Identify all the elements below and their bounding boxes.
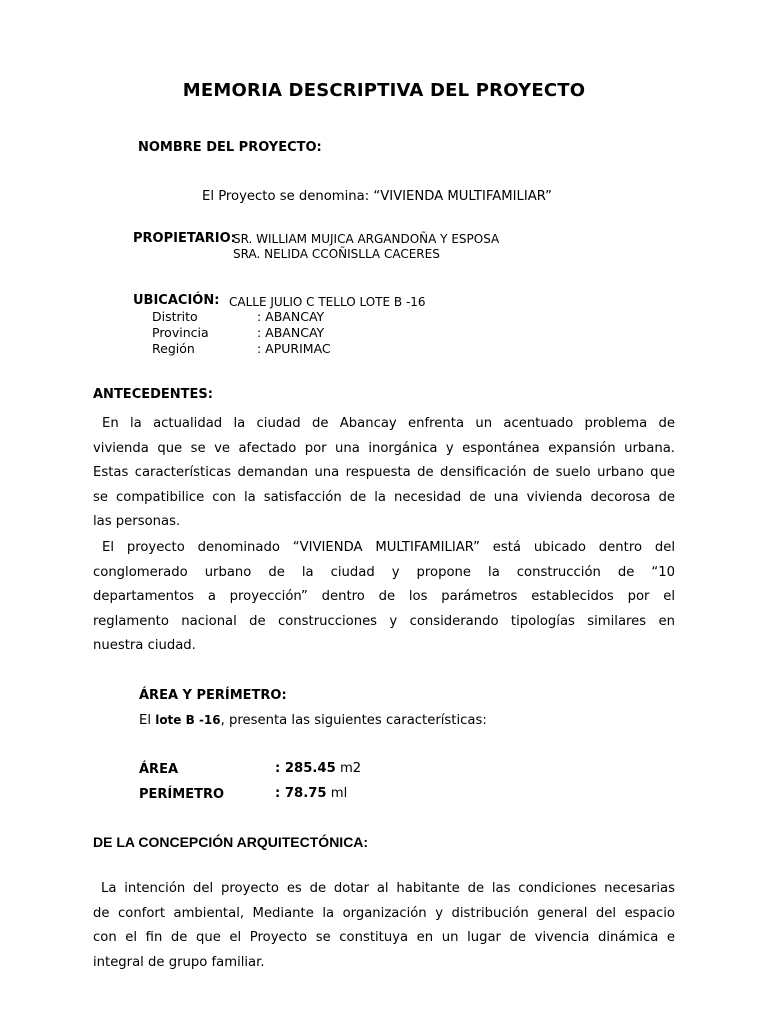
project-name-label: NOMBRE DEL PROYECTO: xyxy=(138,140,322,155)
paragraph-line: las personas. xyxy=(93,514,181,529)
paragraph-line: La intención del proyecto es de dotar al habitante de las condiciones necesarias xyxy=(101,881,675,896)
project-name-sentence: El Proyecto se denomina: “VIVIENDA MULTIFAMILIAR” xyxy=(202,189,552,204)
paragraph-line: de confort ambiental, Mediante la organización y distribución general del espacio xyxy=(93,905,675,921)
paragraph-line: integral de grupo familiar. xyxy=(93,954,265,970)
area-perimeter-heading: ÁREA Y PERÍMETRO: xyxy=(139,688,287,703)
document-title: MEMORIA DESCRIPTIVA DEL PROYECTO xyxy=(182,80,586,101)
area-unit: m2 xyxy=(335,761,362,776)
paragraph-line: con el fin de que el Proyecto se constituya en un lugar de vivencia dinámica e xyxy=(93,930,675,945)
perimeter-value: 78.75 xyxy=(284,786,327,801)
lot-id: lote B -16 xyxy=(155,713,221,727)
lot-intro-suffix: , presenta las siguientes características: xyxy=(220,713,487,728)
background-heading: ANTECEDENTES: xyxy=(93,387,213,402)
paragraph-line: Estas características demandan una respuesta de densificación de suelo urbano que xyxy=(93,465,675,480)
owner-line-2: SRA. NELIDA CCOÑISLLA CACERES xyxy=(233,247,440,261)
paragraph-line: El proyecto denominado “VIVIENDA MULTIFAMILIAR” está ubicado dentro del xyxy=(102,540,675,555)
area-colon: : xyxy=(275,761,285,776)
perimeter-colon: : xyxy=(275,786,285,801)
perimeter-label: PERÍMETRO xyxy=(139,787,225,802)
location-label: UBICACIÓN: xyxy=(133,293,220,308)
location-row-key: Provincia xyxy=(152,325,209,340)
lot-intro xyxy=(139,713,487,728)
background-paragraph-1 xyxy=(93,412,675,535)
location-row-value: : APURIMAC xyxy=(257,341,331,356)
perimeter-value-row xyxy=(275,786,347,801)
concept-paragraph xyxy=(93,877,675,975)
perimeter-unit: ml xyxy=(326,786,348,801)
concept-heading: DE LA CONCEPCIÓN ARQUITECTÓNICA: xyxy=(93,834,369,850)
location-address: CALLE JULIO C TELLO LOTE B -16 xyxy=(229,295,426,309)
paragraph-line: vivienda que se ve afectado por una inorgánica y espontánea expansión urbana. xyxy=(93,440,675,456)
paragraph-line: conglomerado urbano de la ciudad y propone la construcción de “10 xyxy=(93,564,675,580)
location-row-value: : ABANCAY xyxy=(257,309,325,324)
paragraph-line: nuestra ciudad. xyxy=(93,638,196,653)
lot-intro-prefix: El xyxy=(139,713,156,728)
location-row-key: Región xyxy=(152,341,195,356)
paragraph-line: departamentos a proyección” dentro de los parámetros establecidos por el xyxy=(93,589,675,604)
area-value-row xyxy=(275,761,361,776)
paragraph-line: se compatibilice con la satisfacción de la necesidad de una vivienda decorosa de xyxy=(93,489,675,505)
location-row-value: : ABANCAY xyxy=(257,325,325,340)
paragraph-line: En la actualidad la ciudad de Abancay enfrenta un acentuado problema de xyxy=(102,416,675,431)
paragraph-line: reglamento nacional de construcciones y considerando tipologías similares en xyxy=(93,613,675,629)
owner-label: PROPIETARIO: xyxy=(133,231,236,246)
location-row-key: Distrito xyxy=(152,309,198,324)
area-label: ÁREA xyxy=(139,762,179,777)
owner-line-1: SR. WILLIAM MUJICA ARGANDOÑA Y ESPOSA xyxy=(233,232,500,246)
background-paragraph-2 xyxy=(93,536,675,659)
area-value: 285.45 xyxy=(284,761,336,776)
